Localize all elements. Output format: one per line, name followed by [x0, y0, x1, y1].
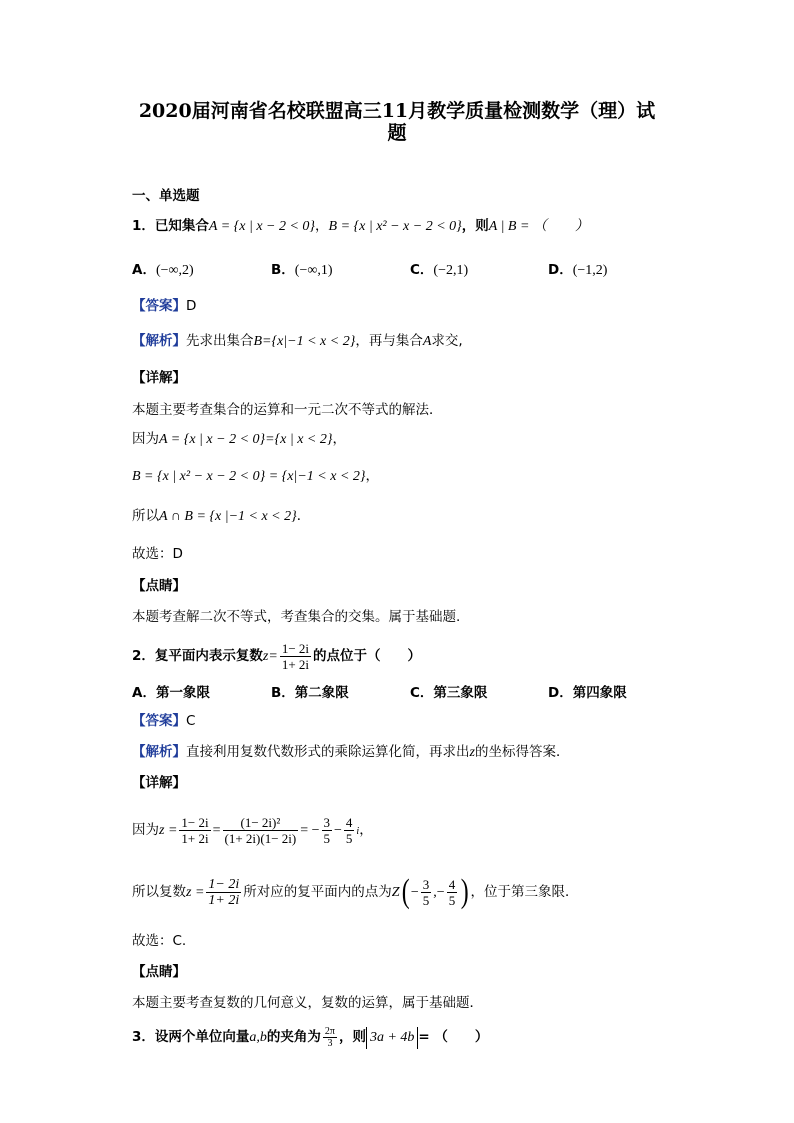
q1-detail-2-math: A = {x | x − 2 < 0}={x | x < 2}	[159, 432, 333, 447]
q2-analysis	[132, 742, 569, 763]
q1-detail-1: 本题主要考查集合的运算和一元二次不等式的解法．	[132, 402, 443, 418]
q2-analysis-tag: 【解析】	[132, 744, 186, 760]
q1-option-c	[410, 258, 468, 279]
q2-d-frac3-den: 5	[323, 830, 331, 846]
q3-stem-pre: 3．设两个单位向量	[132, 1029, 250, 1045]
q1-answer-tag: 【答案】	[132, 298, 186, 314]
q2-d-comma: ，	[359, 822, 373, 838]
q2-frac-num: 1− 2i	[281, 640, 310, 656]
q2-review-tag: 【点睛】	[132, 964, 186, 980]
q2-review: 本题主要考查复数的几何意义，复数的运算，属于基础题．	[132, 995, 483, 1011]
q1-option-c-value: (−2,1)	[433, 263, 469, 278]
q3-angle-frac	[323, 1026, 337, 1049]
q1-option-b	[271, 258, 333, 279]
q2-z-eq: z=	[262, 649, 278, 664]
q1-detail-2	[132, 429, 346, 450]
document-title-line1: 2020届河南省名校联盟高三11月教学质量检测数学（理）试	[138, 100, 656, 122]
q1-answer-value: D	[186, 298, 197, 314]
document-title-line2: 题	[387, 122, 407, 144]
q1-set-b: B = {x | x² − x − 2 < 0}	[328, 219, 462, 234]
q2-option-b	[271, 681, 349, 701]
q2-d-frac1-den: 1+ 2i	[181, 830, 209, 846]
q2-detail-calc	[132, 810, 373, 852]
q1-analysis-pre: 先求出集合	[186, 333, 254, 349]
q1-detail-2-pre: 因为	[132, 431, 159, 447]
q2-detail-tag: 【详解】	[132, 775, 186, 791]
q2-d-frac2	[223, 815, 299, 846]
q2-answer	[132, 711, 195, 731]
q2-so-p1	[421, 877, 432, 908]
q2-option-c	[410, 681, 487, 701]
q1-stem-pre: 1．已知集合	[132, 218, 209, 234]
q2-d-minus: −	[334, 823, 342, 838]
q2-so-p2	[447, 877, 458, 908]
q1-option-d	[548, 258, 607, 279]
q1-detail-3-math: B = {x | x² − x − 2 < 0} = {x|−1 < x < 2}	[132, 469, 366, 484]
q2-d-i: i	[356, 826, 360, 837]
q1-option-c-letter: C．	[410, 262, 434, 278]
q1-option-b-value: (−∞,1)	[294, 263, 333, 278]
q2-so-frac-den: 1+ 2i	[208, 892, 240, 908]
q1-detail-tag: 【详解】	[132, 370, 186, 386]
q3-stem-mid: 的夹角为	[266, 1029, 321, 1045]
q3-stem-post: ，则	[338, 1029, 366, 1045]
q2-d-frac1-num: 1− 2i	[181, 814, 209, 830]
q2-so-p2-num: 4	[448, 876, 456, 892]
q1-detail-4	[132, 506, 310, 527]
q2-answer-value: C	[186, 713, 196, 729]
q2-d-frac4-den: 5	[345, 830, 353, 846]
q2-option-d-value: 第四象限	[572, 685, 627, 701]
q2-d-frac4-num: 4	[345, 814, 353, 830]
q2-d-z: z =	[159, 823, 178, 838]
q1-stem	[132, 216, 589, 237]
q2-option-d	[548, 681, 627, 701]
q1-option-b-letter: B．	[271, 262, 295, 278]
q2-so-p2-den: 5	[448, 892, 456, 908]
q1-choose: 故选：D	[132, 546, 183, 562]
q2-so-frac	[206, 877, 241, 908]
q2-stem-pre: 2．复平面内表示复数	[132, 648, 263, 664]
q2-d-frac2-den: (1+ 2i)(1− 2i)	[224, 830, 297, 846]
q2-so	[132, 870, 579, 915]
q2-analysis-z: z	[469, 745, 475, 760]
q1-review-tag: 【点睛】	[132, 578, 186, 594]
q2-so-frac-num: 1− 2i	[208, 876, 240, 892]
q2-d-frac3-num: 3	[323, 814, 331, 830]
q2-answer-tag: 【答案】	[132, 713, 186, 729]
q1-ask: A | B = （ ）	[488, 219, 589, 234]
q2-d-eq2: = −	[300, 823, 320, 838]
q1-detail-3-post: ，	[365, 468, 379, 484]
q3-angle-den: 3	[327, 1037, 333, 1049]
q3-vectors: a,b	[249, 1030, 267, 1045]
q2-d-frac1	[179, 815, 210, 846]
q2-stem	[132, 638, 421, 675]
q3-abs-expr: 3a + 4b	[366, 1027, 418, 1049]
q1-option-d-value: (−1,2)	[572, 263, 608, 278]
q1-analysis-post: ，再与集合	[355, 333, 423, 349]
q2-so-left-paren: (	[401, 873, 410, 910]
q2-analysis-text: 直接利用复数代数形式的乘除运算化简，再求出	[186, 744, 470, 760]
q2-option-b-value: 第二象限	[294, 685, 349, 701]
q2-because: 因为	[132, 822, 159, 838]
q1-analysis-a: A	[422, 334, 432, 349]
q1-analysis	[132, 331, 463, 352]
q2-frac-den: 1+ 2i	[281, 656, 310, 672]
q1-option-d-letter: D．	[548, 262, 573, 278]
q2-d-frac2-num: (1− 2i)²	[223, 815, 299, 831]
q1-option-a-letter: A．	[132, 262, 156, 278]
q2-option-c-value: 第三象限	[433, 685, 488, 701]
q1-comma: ，	[315, 218, 329, 234]
q2-so-sep: ,−	[433, 885, 445, 900]
q1-option-a-value: (−∞,2)	[155, 263, 194, 278]
q2-so-end: ，位于第三象限．	[470, 884, 579, 900]
q2-so-right-paren: )	[460, 873, 469, 910]
q2-so-neg1: −	[410, 885, 419, 900]
q1-detail-2-post: ，	[332, 431, 346, 447]
q2-d-eq: =	[212, 823, 221, 838]
q1-detail-4-pre: 所以	[132, 508, 159, 524]
q2-d-frac4	[344, 815, 355, 846]
q1-analysis-tag: 【解析】	[132, 333, 186, 349]
q2-option-b-letter: B．	[271, 685, 295, 701]
q2-d-frac3	[322, 815, 333, 846]
q2-option-a	[132, 681, 210, 701]
q2-option-a-letter: A．	[132, 685, 156, 701]
q1-option-a	[132, 258, 194, 279]
q1-stem-post: ，则	[461, 218, 489, 234]
q2-so-p1-num: 3	[422, 876, 430, 892]
q1-detail-4-post: ．	[296, 508, 311, 524]
q1-set-a: A = {x | x − 2 < 0}	[208, 219, 316, 234]
q1-detail-4-math: A ∩ B = {x |−1 < x < 2}	[159, 509, 297, 524]
q1-analysis-end: 求交,	[431, 333, 463, 349]
q2-option-c-letter: C．	[410, 685, 434, 701]
q1-review: 本题考查解二次不等式，考查集合的交集。属于基础题.	[132, 609, 461, 625]
q2-so-z: z =	[186, 885, 205, 900]
q1-answer	[132, 296, 196, 316]
q2-option-d-letter: D．	[548, 685, 573, 701]
section-heading: 一、单选题	[132, 188, 200, 204]
q2-so-pre: 所以复数	[132, 884, 186, 900]
q2-choose: 故选：C.	[132, 933, 187, 949]
q1-analysis-math: B={x|−1 < x < 2}	[253, 334, 356, 349]
q3-angle-num: 2π	[324, 1025, 335, 1037]
q1-detail-3	[132, 466, 379, 487]
q2-so-p1-den: 5	[422, 892, 430, 908]
q3-ask: = （ ）	[418, 1029, 489, 1045]
q2-analysis-end: 的坐标得答案．	[474, 744, 570, 760]
q2-option-a-value: 第一象限	[155, 685, 210, 701]
q2-stem-fraction	[280, 641, 311, 672]
q2-so-point-z: Z	[391, 885, 400, 900]
q2-stem-post: 的点位于（ ）	[313, 648, 422, 664]
q2-so-mid: 所对应的复平面内的点为	[243, 884, 392, 900]
q3-stem	[132, 1022, 488, 1053]
